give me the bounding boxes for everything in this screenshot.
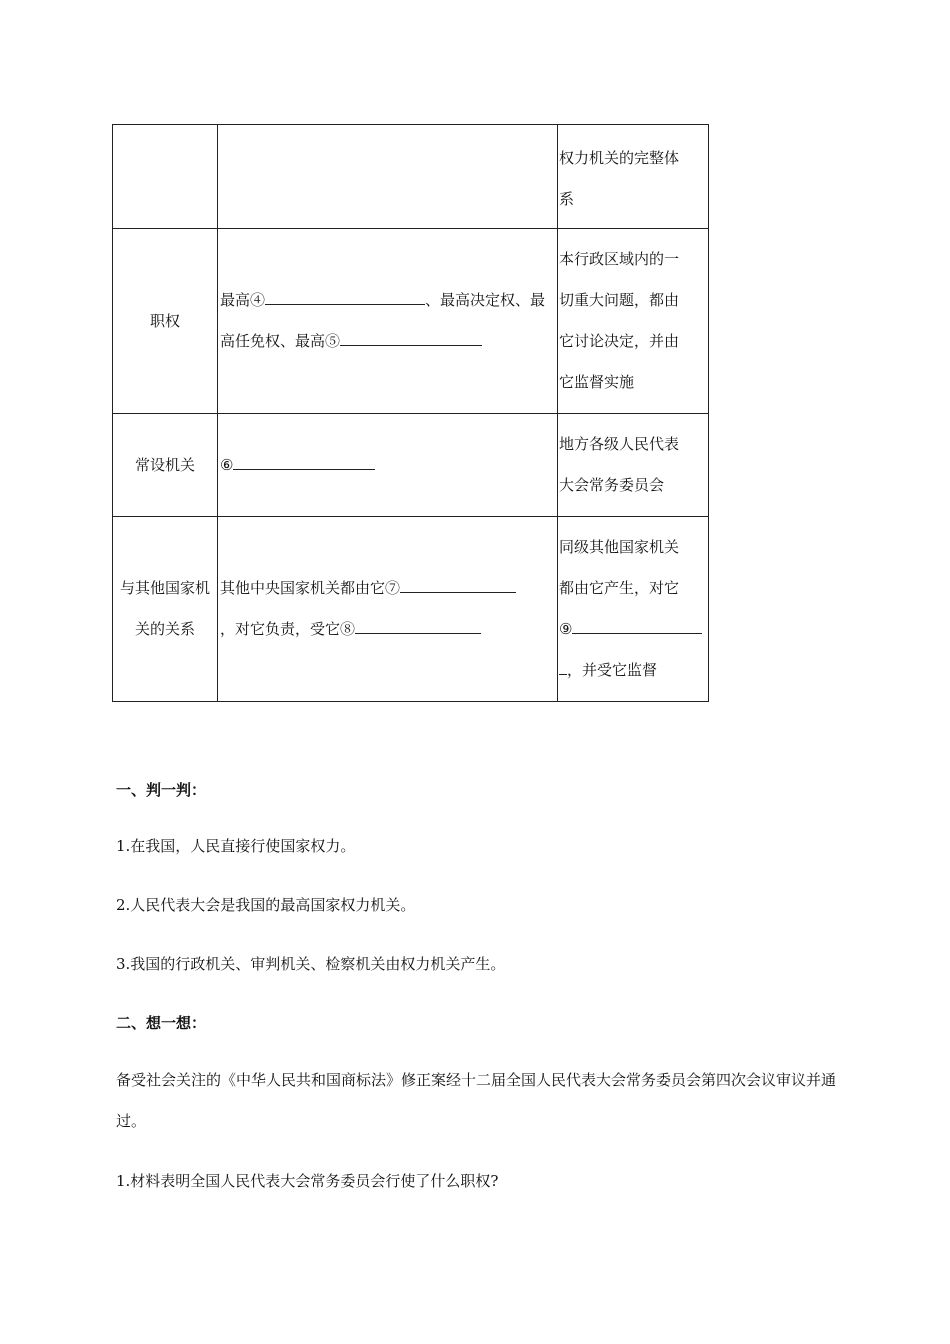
table-cell-content	[218, 125, 558, 229]
cell-text: 权力机关的完整体	[559, 148, 680, 167]
cell-text: ⑥	[220, 455, 234, 474]
answer-blank-4[interactable]	[265, 290, 425, 305]
cell-text: ，对它负责，受它⑧	[220, 620, 356, 638]
cell-text: 系	[559, 189, 575, 208]
cell-text: 最高④	[220, 291, 266, 309]
cell-text: 它监督实施	[559, 373, 635, 391]
cell-text: 本行政区域内的一	[559, 250, 680, 268]
cell-text: 关的关系	[134, 620, 195, 638]
table-row	[113, 125, 709, 229]
answer-blank-8[interactable]	[355, 619, 481, 634]
cell-text: 同级其他国家机关	[559, 538, 680, 556]
table-cell-content	[218, 414, 558, 517]
cell-text: 、最高决定权、最	[425, 291, 546, 309]
answer-blank-9-tail[interactable]	[559, 660, 567, 675]
cell-text: ⑨	[559, 620, 573, 638]
table-row	[113, 229, 709, 414]
comparison-table	[112, 124, 709, 702]
table-cell-content	[218, 517, 558, 702]
answer-blank-7[interactable]	[400, 578, 516, 593]
answer-blank-9[interactable]	[572, 619, 702, 634]
cell-text: 切重大问题，都由	[559, 291, 680, 309]
cell-text: 与其他国家机	[119, 579, 210, 597]
judge-item-2: 2.人民代表大会是我国的最高国家权力机关。	[116, 896, 416, 914]
judge-item-3: 3.我国的行政机关、审判机关、检察机关由权力机关产生。	[116, 955, 506, 973]
cell-text: ，并受它监督	[567, 661, 658, 679]
table-cell-local	[558, 229, 709, 414]
table-cell-local	[558, 125, 709, 229]
answer-blank-6[interactable]	[233, 455, 375, 470]
table-cell-local	[558, 414, 709, 517]
cell-text: 大会常务委员会	[559, 476, 665, 494]
cell-text: 它讨论决定，并由	[559, 332, 680, 350]
answer-blank-5[interactable]	[340, 331, 482, 346]
table-cell-content	[218, 229, 558, 414]
table-row	[113, 517, 709, 702]
table-cell-label: 职权	[113, 229, 218, 414]
table-cell-label	[113, 517, 218, 702]
judge-item-1: 1.在我国，人民直接行使国家权力。	[116, 837, 356, 855]
section-heading-judge: 一、判一判：	[116, 781, 207, 799]
think-question-1: 1.材料表明全国人民代表大会常务委员会行使了什么职权?	[116, 1172, 499, 1190]
cell-text: 高任免权、最高⑤	[220, 332, 341, 350]
material-paragraph: 备受社会关注的《中华人民共和国商标法》修正案经十二届全国人民代表大会常务委员会第四次会议审议并通过。	[116, 1071, 837, 1130]
cell-text: 其他中央国家机关都由它⑦	[220, 579, 401, 597]
cell-text: 都由它产生，对它	[559, 579, 680, 597]
table-cell-label	[113, 125, 218, 229]
section-heading-think: 二、想一想：	[116, 1014, 207, 1032]
cell-text: 地方各级人民代表	[559, 435, 680, 453]
table-row	[113, 414, 709, 517]
table-cell-label: 常设机关	[113, 414, 218, 517]
table-cell-local	[558, 517, 709, 702]
